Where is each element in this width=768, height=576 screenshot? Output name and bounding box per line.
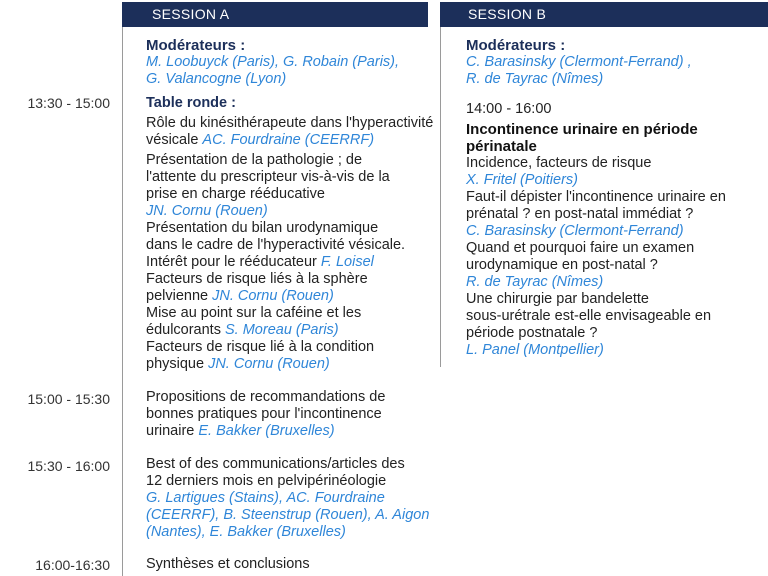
- recommendations-block: [146, 389, 385, 440]
- agenda-item-text: Facteurs de risque lié à la condition: [146, 339, 375, 355]
- agenda-item-text: urinaire: [146, 423, 195, 439]
- agenda-item-text: Rôle du kinésithérapeute dans l'hyperactivité: [146, 115, 434, 131]
- time-slot: 16:00-16:30: [35, 557, 110, 573]
- session-b-moderators: [466, 37, 692, 88]
- agenda-item-text: Faut-il dépister l'incontinence urinaire en: [466, 189, 726, 205]
- table-ronde-block: [146, 95, 433, 373]
- conclusions-block: [146, 556, 310, 573]
- table-ronde-label: Table ronde :: [146, 95, 236, 111]
- speaker-name: F. Loisel: [320, 254, 374, 270]
- agenda-item-text: Présentation de la pathologie ; de: [146, 152, 363, 168]
- agenda-item-text: Best of des communications/articles des: [146, 456, 405, 472]
- session-b-title: périnatale: [466, 138, 537, 155]
- agenda-item: [146, 132, 433, 149]
- session-a-moderators: [146, 37, 399, 88]
- session-b-program: [466, 101, 726, 359]
- agenda-item-text: urodynamique en post-natal ?: [466, 257, 658, 273]
- session-b-header: [440, 2, 768, 27]
- agenda-item-text: édulcorants: [146, 322, 221, 338]
- session-a-header: [122, 2, 428, 27]
- time-slot: 14:00 - 16:00: [466, 101, 552, 117]
- agenda-item-text: Mise au point sur la caféine et les: [146, 305, 362, 321]
- agenda-item-text: Facteurs de risque liés à la sphère: [146, 271, 368, 287]
- moderators-names: R. de Tayrac (Nîmes): [466, 71, 604, 87]
- agenda-item-text: Présentation du bilan urodynamique: [146, 220, 379, 236]
- session-b-header-label: SESSION B: [468, 6, 547, 22]
- time-slot: 15:30 - 16:00: [27, 458, 110, 474]
- moderators-names: G. Valancogne (Lyon): [146, 71, 287, 87]
- agenda-item-text: 12 derniers mois en pelvipérinéologie: [146, 473, 387, 489]
- speaker-name: L. Panel (Montpellier): [466, 342, 604, 358]
- speaker-name: S. Moreau (Paris): [225, 322, 339, 338]
- moderators-names: M. Loobuyck (Paris), G. Robain (Paris),: [146, 54, 400, 70]
- agenda-item: [146, 423, 385, 440]
- agenda-item-text: période postnatale ?: [466, 325, 598, 341]
- agenda-item-text: physique: [146, 356, 205, 372]
- session-b-divider: [440, 27, 441, 367]
- agenda-item-text: bonnes pratiques pour l'incontinence: [146, 406, 382, 422]
- moderators-names: C. Barasinsky (Clermont-Ferrand) ,: [466, 54, 692, 70]
- agenda-item-text: Une chirurgie par bandelette: [466, 291, 649, 307]
- speaker-name: R. de Tayrac (Nîmes): [466, 274, 604, 290]
- speaker-name: JN. Cornu (Rouen): [212, 288, 334, 304]
- agenda-item-text: Quand et pourquoi faire un examen: [466, 240, 695, 256]
- session-a-divider: [122, 27, 123, 576]
- moderators-label: Modérateurs :: [466, 37, 566, 54]
- agenda-item: [146, 288, 433, 305]
- agenda-item: [146, 356, 433, 373]
- agenda-item-text: dans le cadre de l'hyperactivité vésicale.: [146, 237, 406, 253]
- moderators-label: Modérateurs :: [146, 37, 246, 54]
- agenda-item-text: Intérêt pour le rééducateur: [146, 254, 317, 270]
- speaker-name: E. Bakker (Bruxelles): [198, 423, 335, 439]
- agenda-item-text: Incidence, facteurs de risque: [466, 155, 652, 171]
- speaker-name: (CEERRF), B. Steenstrup (Rouen), A. Aigon: [146, 507, 430, 523]
- agenda-item-text: vésicale: [146, 132, 199, 148]
- speaker-name: JN. Cornu (Rouen): [208, 356, 330, 372]
- speaker-name: G. Lartigues (Stains), AC. Fourdraine: [146, 490, 385, 506]
- agenda-item: [146, 254, 433, 271]
- agenda-item: [146, 322, 433, 339]
- speaker-name: AC. Fourdraine (CEERRF): [202, 132, 375, 148]
- speaker-name: C. Barasinsky (Clermont-Ferrand): [466, 223, 684, 239]
- time-slot: 13:30 - 15:00: [27, 95, 110, 111]
- speaker-name: (Nantes), E. Bakker (Bruxelles): [146, 524, 346, 540]
- time-slot: 15:00 - 15:30: [27, 391, 110, 407]
- speaker-name: JN. Cornu (Rouen): [146, 203, 268, 219]
- agenda-item-text: prise en charge rééducative: [146, 186, 325, 202]
- agenda-item-text: Propositions de recommandations de: [146, 389, 386, 405]
- session-b-title: Incontinence urinaire en période: [466, 121, 698, 138]
- agenda-item-text: pelvienne: [146, 288, 209, 304]
- speaker-name: X. Fritel (Poitiers): [466, 172, 578, 188]
- best-of-block: [146, 456, 429, 541]
- agenda-item-text: sous-urétrale est-elle envisageable en: [466, 308, 712, 324]
- agenda-item-text: l'attente du prescripteur vis-à-vis de la: [146, 169, 390, 185]
- agenda-item-text: Synthèses et conclusions: [146, 556, 310, 572]
- agenda-item-text: prénatal ? en post-natal immédiat ?: [466, 206, 694, 222]
- session-a-header-label: SESSION A: [152, 6, 230, 22]
